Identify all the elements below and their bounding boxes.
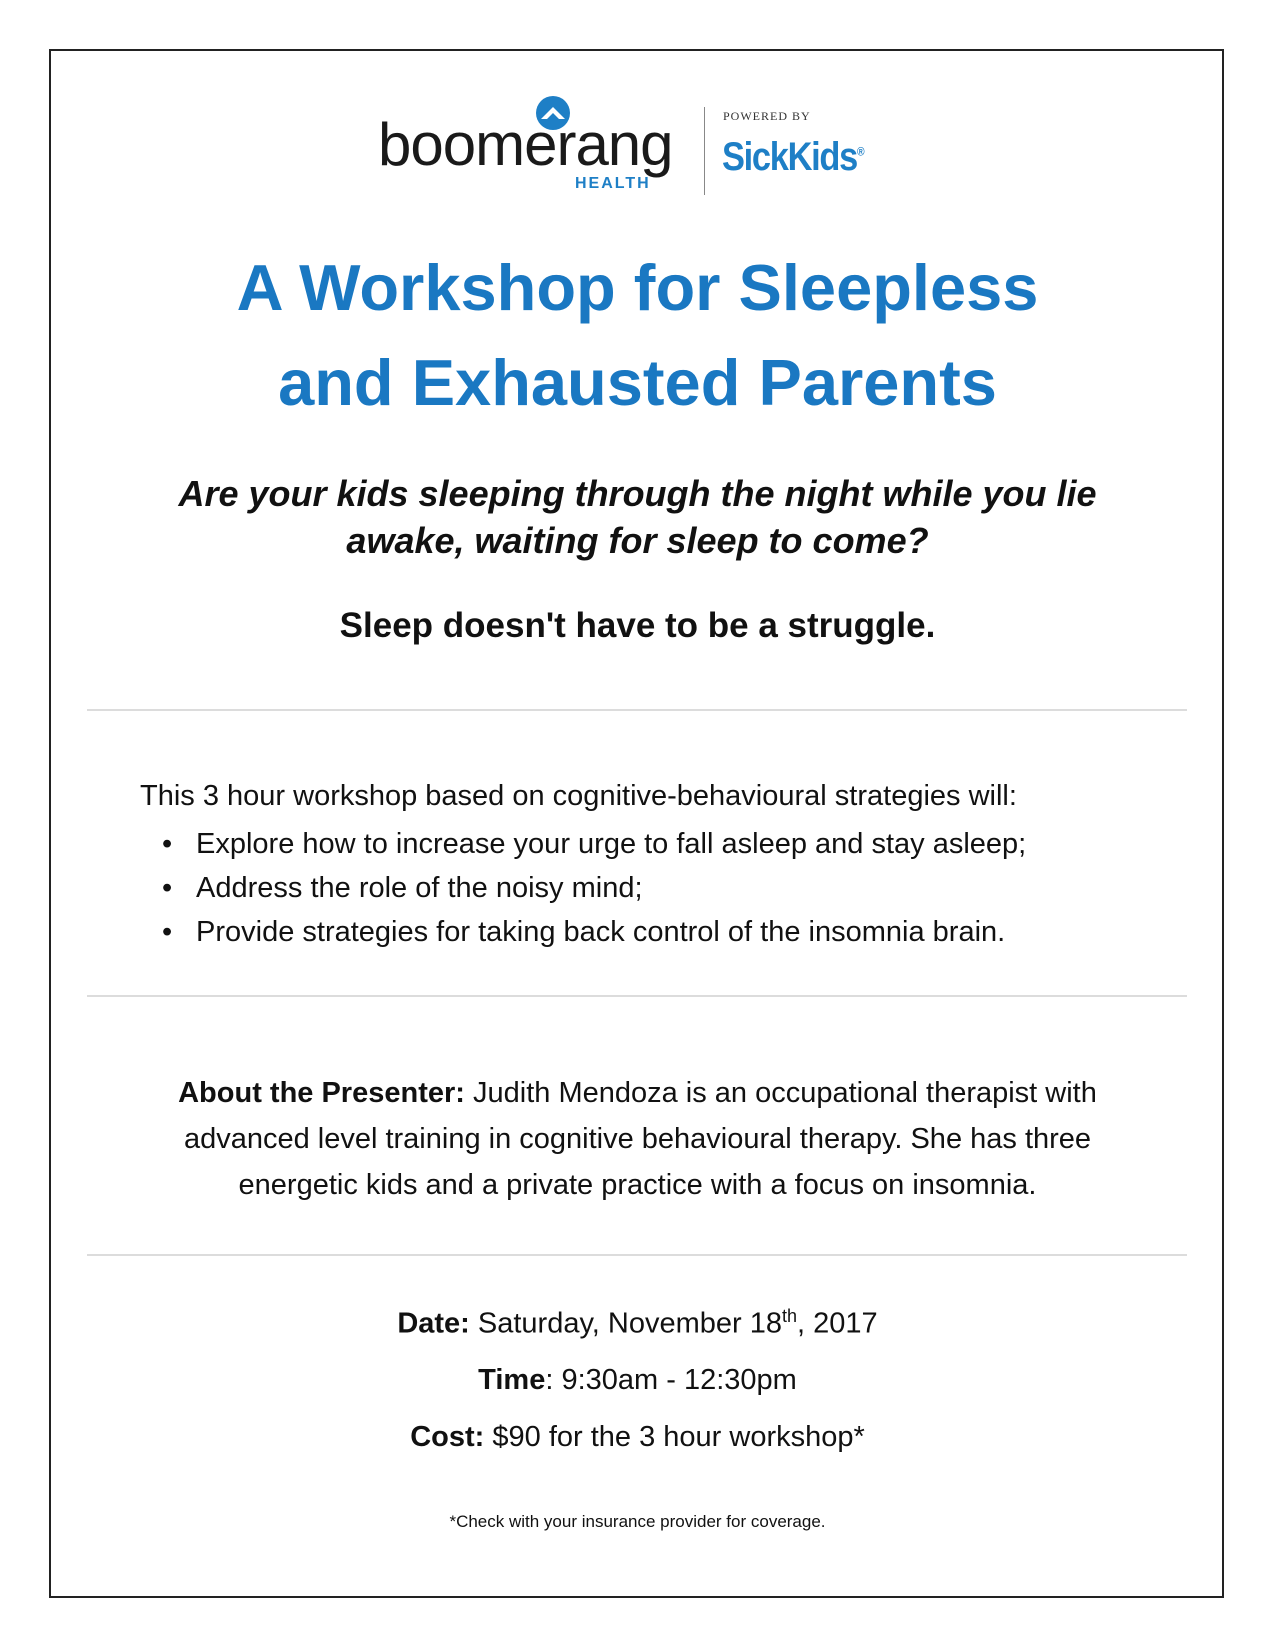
presenter-line-1: Judith Mendoza is an occupational therapist with <box>473 1077 1097 1109</box>
partner-registered-mark: ® <box>856 144 864 159</box>
presenter-bio <box>80 1070 1195 1208</box>
cost-label: Cost: <box>410 1421 485 1453</box>
powered-by-label: POWERED BY <box>723 109 811 123</box>
date-value: Saturday, November 18 <box>477 1307 783 1340</box>
question-line-2: awake, waiting for sleep to come? <box>346 520 929 561</box>
event-time <box>60 1364 1215 1397</box>
divider-2 <box>87 995 1187 997</box>
workshop-intro: This 3 hour workshop based on cognitive-behavioural strategies will: <box>140 780 1017 812</box>
title-line-1: A Workshop for Sleepless <box>236 251 1039 324</box>
partner-logo <box>722 135 863 180</box>
divider-3 <box>87 1254 1187 1256</box>
question-line-1: Are your kids sleeping through the night while you lie <box>178 473 1097 514</box>
time-label: Time <box>478 1364 546 1396</box>
event-cost <box>60 1421 1215 1454</box>
presenter-label: About the Presenter: <box>178 1077 465 1109</box>
workshop-bullet-list <box>140 822 1026 954</box>
tagline: Sleep doesn't have to be a struggle. <box>339 606 936 645</box>
title-line-2: and Exhausted Parents <box>278 346 997 419</box>
bullet-icon: • <box>162 872 173 904</box>
presenter-line-2: advanced level training in cognitive behavioural therapy. She has three <box>183 1123 1092 1155</box>
partner-name: SickKids <box>722 135 857 179</box>
time-value: : 9:30am - 12:30pm <box>545 1364 797 1396</box>
page-title <box>60 240 1215 430</box>
bullet-text: Provide strategies for taking back control of the insomnia brain. <box>196 916 1006 948</box>
date-year: , 2017 <box>797 1307 878 1340</box>
list-item <box>140 822 1026 866</box>
date-suffix: th <box>782 1306 798 1326</box>
cost-value: $90 for the 3 hour workshop* <box>492 1421 865 1453</box>
event-date <box>60 1306 1215 1341</box>
list-item <box>140 866 1026 910</box>
logo-brand: boomerang <box>378 111 673 178</box>
bullet-icon: • <box>162 828 173 860</box>
bullet-text: Address the role of the noisy mind; <box>196 872 643 904</box>
logo <box>378 95 898 210</box>
presenter-line-3: energetic kids and a private practice with a focus on insomnia. <box>238 1169 1037 1201</box>
bullet-icon: • <box>162 916 173 948</box>
logo-subtitle: HEALTH <box>575 175 651 192</box>
list-item <box>140 910 1026 954</box>
insurance-footnote: *Check with your insurance provider for coverage. <box>449 1512 826 1531</box>
logo-divider <box>704 107 705 195</box>
bullet-text: Explore how to increase your urge to fall asleep and stay asleep; <box>196 828 1027 860</box>
divider-1 <box>87 709 1187 711</box>
date-label: Date: <box>397 1307 470 1340</box>
hook-question <box>60 470 1215 564</box>
